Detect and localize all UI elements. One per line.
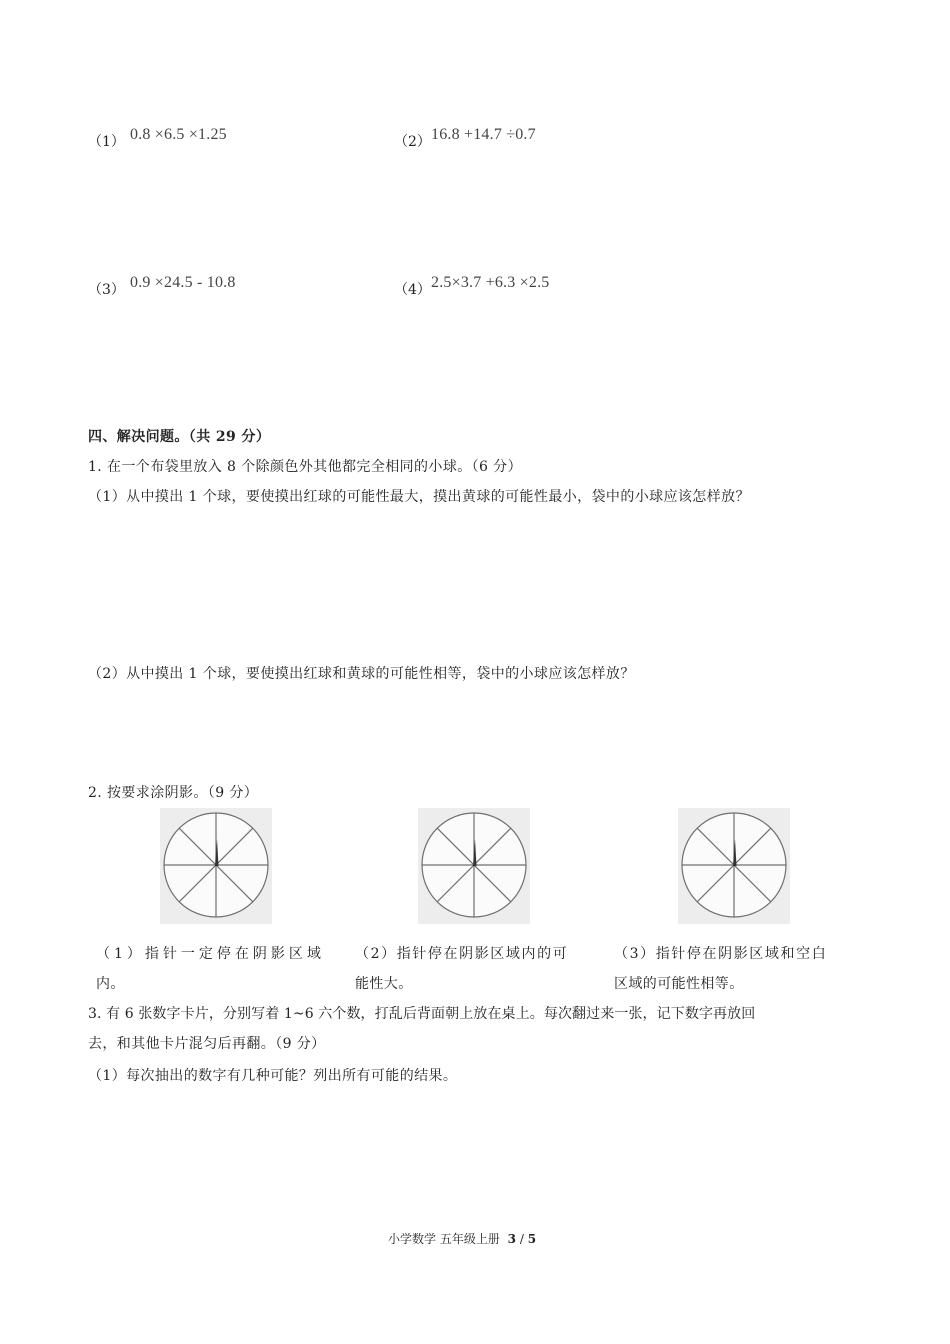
question-1-part-2: （2）从中摸出 1 个球，要使摸出红球和黄球的可能性相等，袋中的小球应该怎样放？ — [88, 666, 635, 682]
footer-page-total: 5 — [527, 1232, 537, 1246]
wheel-2-caption-line1: （2）指针停在阴影区域内的可 — [355, 946, 569, 962]
calc-1-label: （1） — [88, 134, 125, 150]
calc-2-label: （2） — [394, 134, 431, 150]
spinner-wheel-icon — [418, 808, 530, 924]
wheel-2-caption-line2: 能性大。 — [355, 976, 413, 992]
calc-4-expression: 2.5×3.7 +6.3 ×2.5 — [431, 274, 550, 291]
question-3-part-1: （1）每次抽出的数字有几种可能？列出所有可能的结果。 — [88, 1068, 458, 1084]
calc-4-label: （4） — [394, 282, 431, 298]
spinner-wheel-1[interactable] — [160, 808, 272, 924]
wheel-1-caption-line1: （1）指针一定停在阴影区域 — [96, 946, 325, 962]
calc-3-label: （3） — [88, 282, 125, 298]
wheel-3-caption-line1: （3）指针停在阴影区域和空白 — [614, 946, 828, 962]
calc-2-expression: 16.8 +14.7 ÷0.7 — [431, 126, 536, 143]
footer-subject: 小学数学 五年级上册 — [388, 1232, 500, 1246]
calc-1-expression: 0.8 ×6.5 ×1.25 — [130, 126, 227, 143]
question-3-stem-line2: 去，和其他卡片混匀后再翻。（9 分） — [88, 1036, 326, 1052]
question-1-stem: 1. 在一个布袋里放入 8 个除颜色外其他都完全相同的小球。（6 分） — [88, 459, 522, 475]
section-title: 四、解决问题。（共 29 分） — [88, 429, 271, 445]
question-1-part-1: （1）从中摸出 1 个球，要使摸出红球的可能性最大，摸出黄球的可能性最小，袋中的小球应该怎样放？ — [88, 489, 750, 505]
footer-separator: / — [519, 1232, 524, 1246]
wheel-1-caption-line2: 内。 — [96, 976, 125, 992]
wheel-3-caption-line2: 区域的可能性相等。 — [614, 976, 744, 992]
calc-3-expression: 0.9 ×24.5 - 10.8 — [130, 274, 236, 291]
spinner-wheel-3[interactable] — [678, 808, 790, 924]
footer-page-number: 3 — [507, 1232, 517, 1246]
spinner-wheel-2[interactable] — [418, 808, 530, 924]
spinner-wheel-icon — [678, 808, 790, 924]
page-footer — [388, 1230, 536, 1247]
question-3-stem-line1: 3. 有 6 张数字卡片，分别写着 1~6 六个数，打乱后背面朝上放在桌上。每次翻过来一张，记下数字再放回 — [88, 1006, 756, 1022]
question-2-stem: 2. 按要求涂阴影。（9 分） — [88, 785, 259, 801]
spinner-wheel-icon — [160, 808, 272, 924]
